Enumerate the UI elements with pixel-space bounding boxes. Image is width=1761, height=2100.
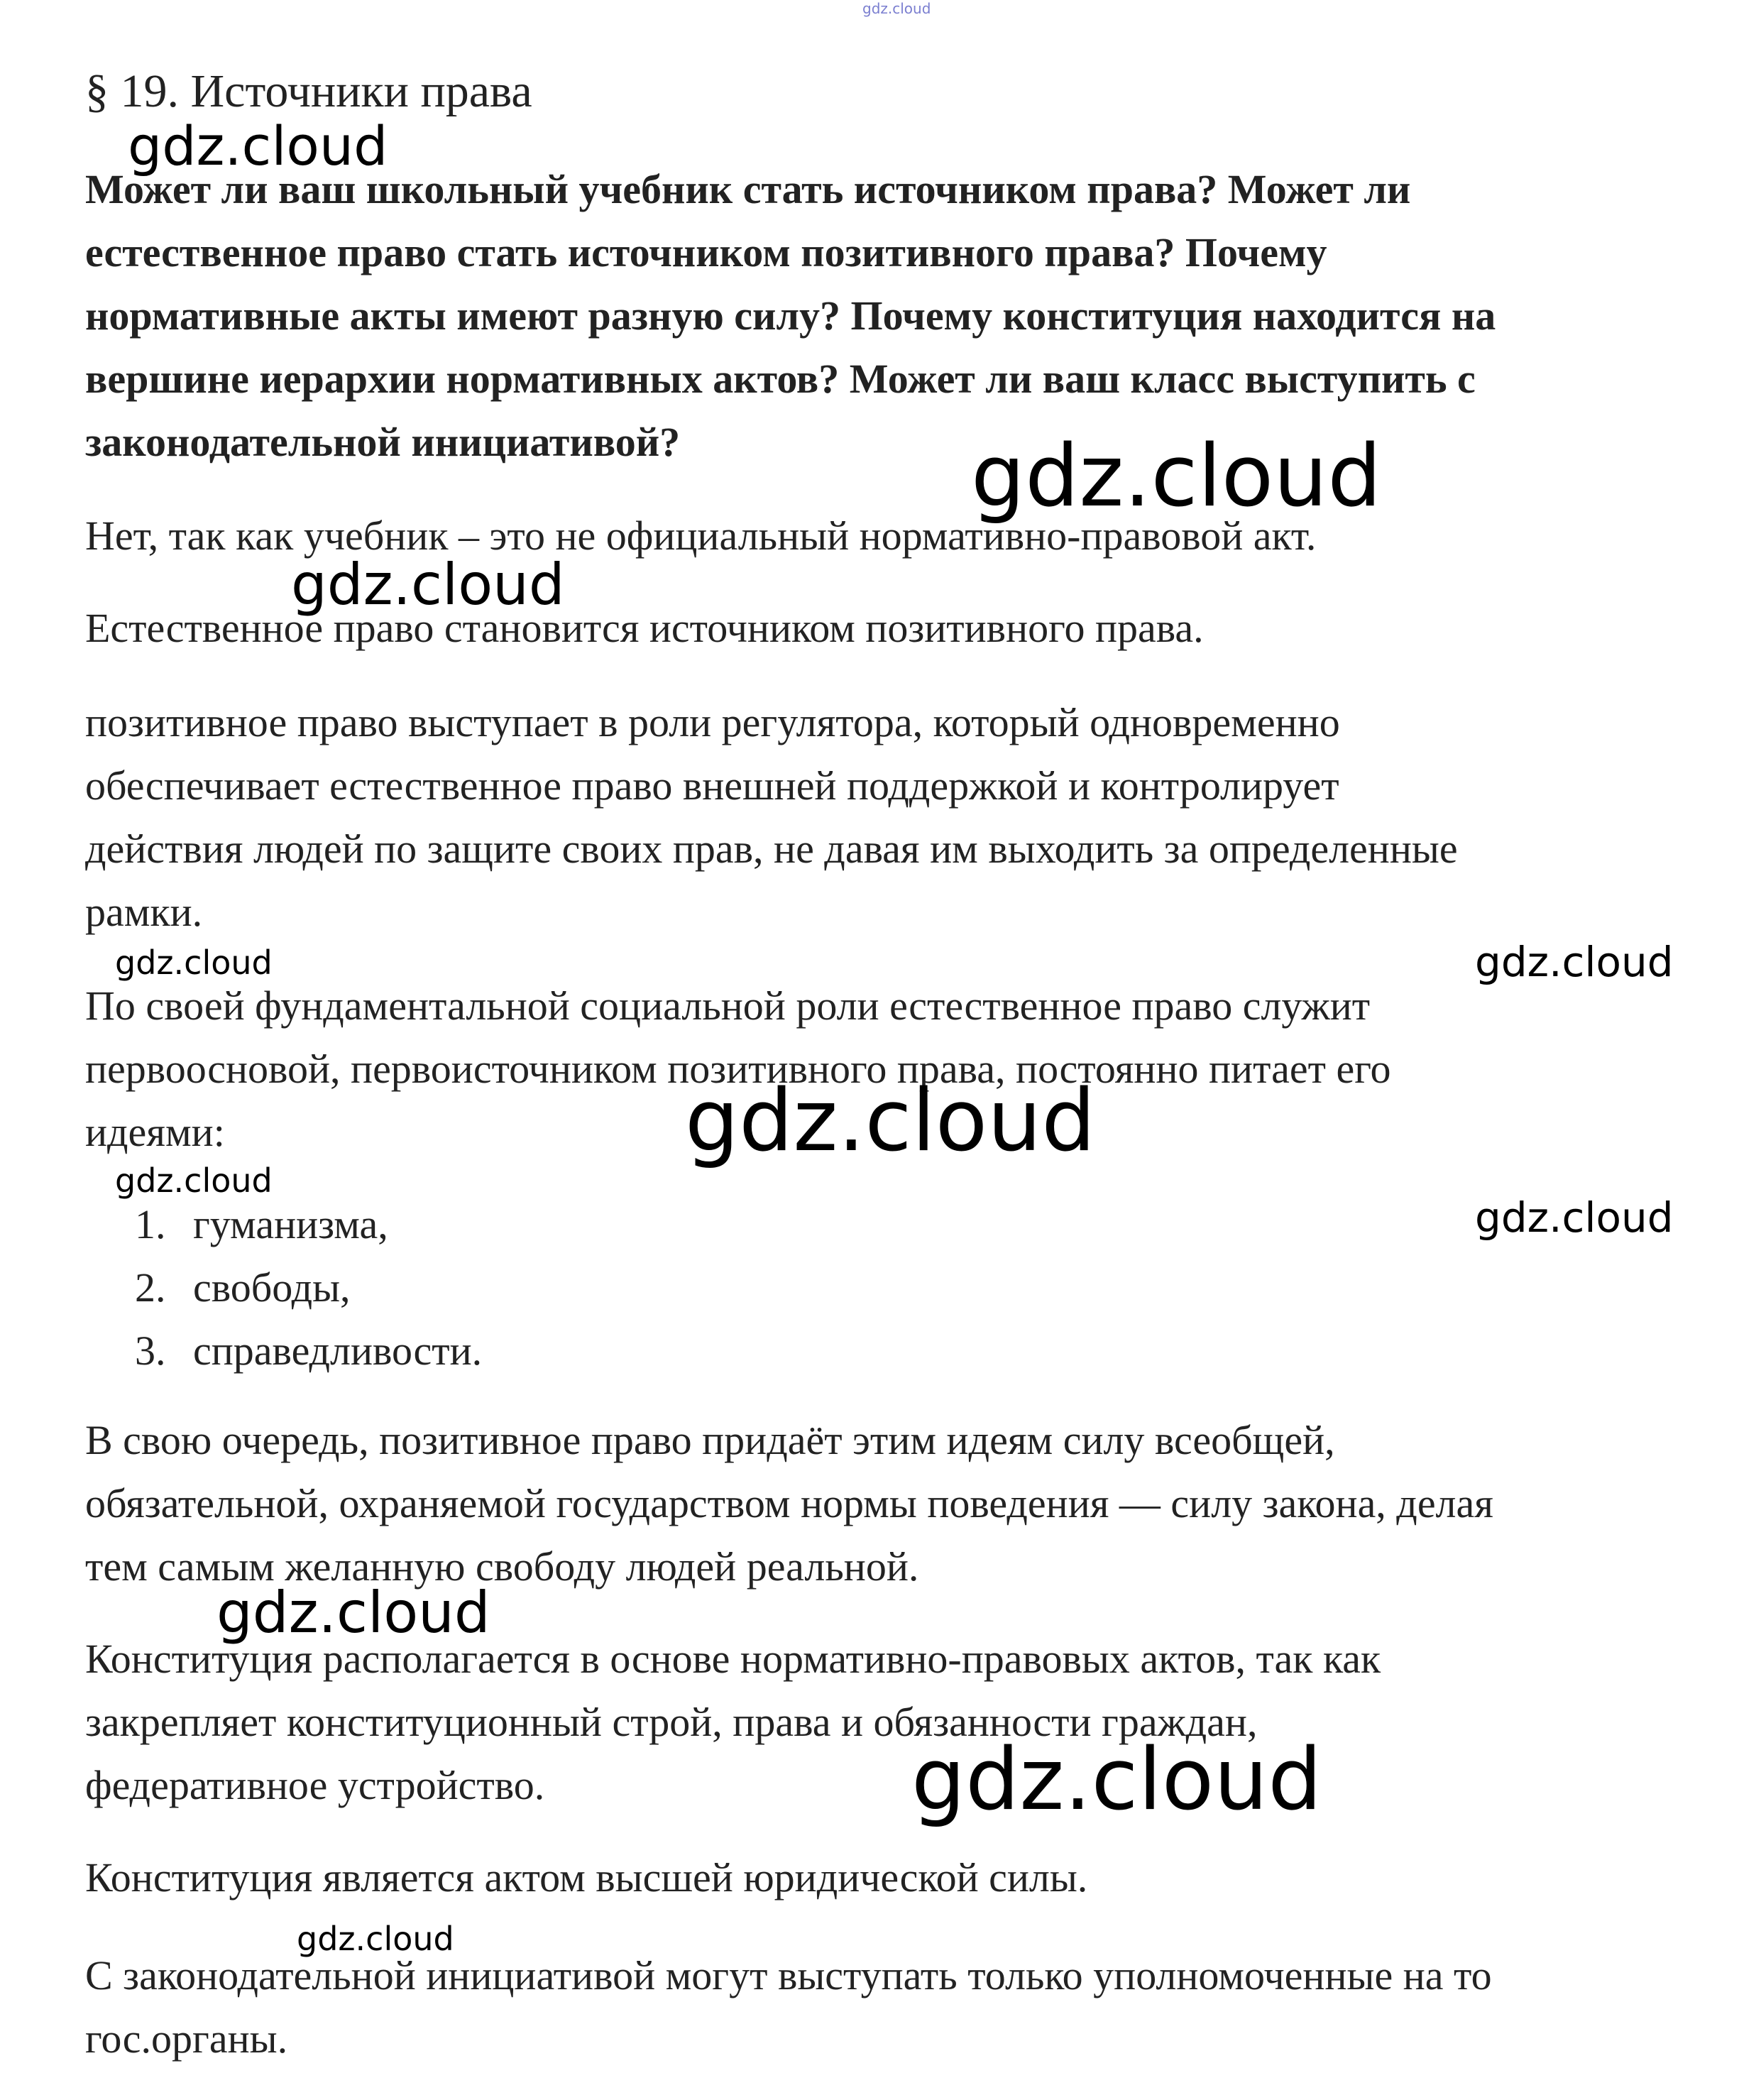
answer-paragraph-7: Конституция является актом высшей юридической силы.	[85, 1854, 1088, 1901]
list-number: 2.	[135, 1264, 166, 1311]
answer-paragraph-1: Нет, так как учебник – это не официальный нормативно-правовой акт.	[85, 513, 1317, 559]
watermark: gdz.cloud	[291, 552, 565, 618]
answer-paragraph-6: Конституция располагается в основе нормативно-правовых актов, так как закрепляет конституционный строй, права и обязанности граждан, федеративное устройство.	[85, 1636, 1381, 1808]
ideas-list	[135, 1193, 482, 1382]
watermark: gdz.cloud	[685, 1072, 1096, 1171]
watermark: gdz.cloud	[911, 1731, 1322, 1830]
page-title: § 19. Источники права	[85, 65, 532, 117]
list-item	[135, 1193, 482, 1256]
watermark: gdz.cloud	[115, 944, 273, 982]
answer-paragraph-5: В свою очередь, позитивное право придаёт этим идеям силу всеобщей, обязательной, охраняемой государством нормы поведения — силу закона, делая тем самым желанную свободу людей реальной.	[85, 1417, 1493, 1590]
list-number: 1.	[135, 1201, 166, 1247]
watermark: gdz.cloud	[971, 427, 1382, 526]
question-text: Может ли ваш школьный учебник стать источником права? Может ли естественное право стать источником позитивного права? Почему нормативные акты имеют разную силу? Почему конституция находится на вершине иерархии нормативных актов? Может ли ваш класс выступить с законодательной инициативой?	[85, 166, 1496, 465]
list-item	[135, 1256, 482, 1319]
watermark: gdz.cloud	[216, 1580, 490, 1646]
list-text: гуманизма,	[193, 1201, 388, 1247]
answer-paragraph-3: позитивное право выступает в роли регулятора, который одновременно обеспечивает естественное право внешней поддержкой и контролирует действия людей по защите своих прав, не давая им выходить за определенные рамки.	[85, 699, 1458, 935]
answer-paragraph-8: С законодательной инициативой могут выступать только уполномоченные на то гос.органы.	[85, 1952, 1492, 2062]
list-number: 3.	[135, 1328, 166, 1374]
list-text: свободы,	[193, 1264, 351, 1311]
watermark: gdz.cloud	[128, 114, 388, 177]
list-text: справедливости.	[193, 1328, 483, 1374]
watermark: gdz.cloud	[1475, 1193, 1674, 1242]
top-watermark: gdz.cloud	[862, 0, 931, 17]
watermark: gdz.cloud	[115, 1161, 273, 1200]
watermark: gdz.cloud	[297, 1920, 454, 1958]
watermark: gdz.cloud	[1475, 938, 1674, 986]
answer-paragraph-4: По своей фундаментальной социальной роли естественное право служит первоосновой, первоисточником позитивного права, постоянно питает его идеями:	[85, 983, 1391, 1155]
list-item	[135, 1319, 482, 1382]
answer-paragraph-2: Естественное право становится источником позитивного права.	[85, 605, 1204, 651]
